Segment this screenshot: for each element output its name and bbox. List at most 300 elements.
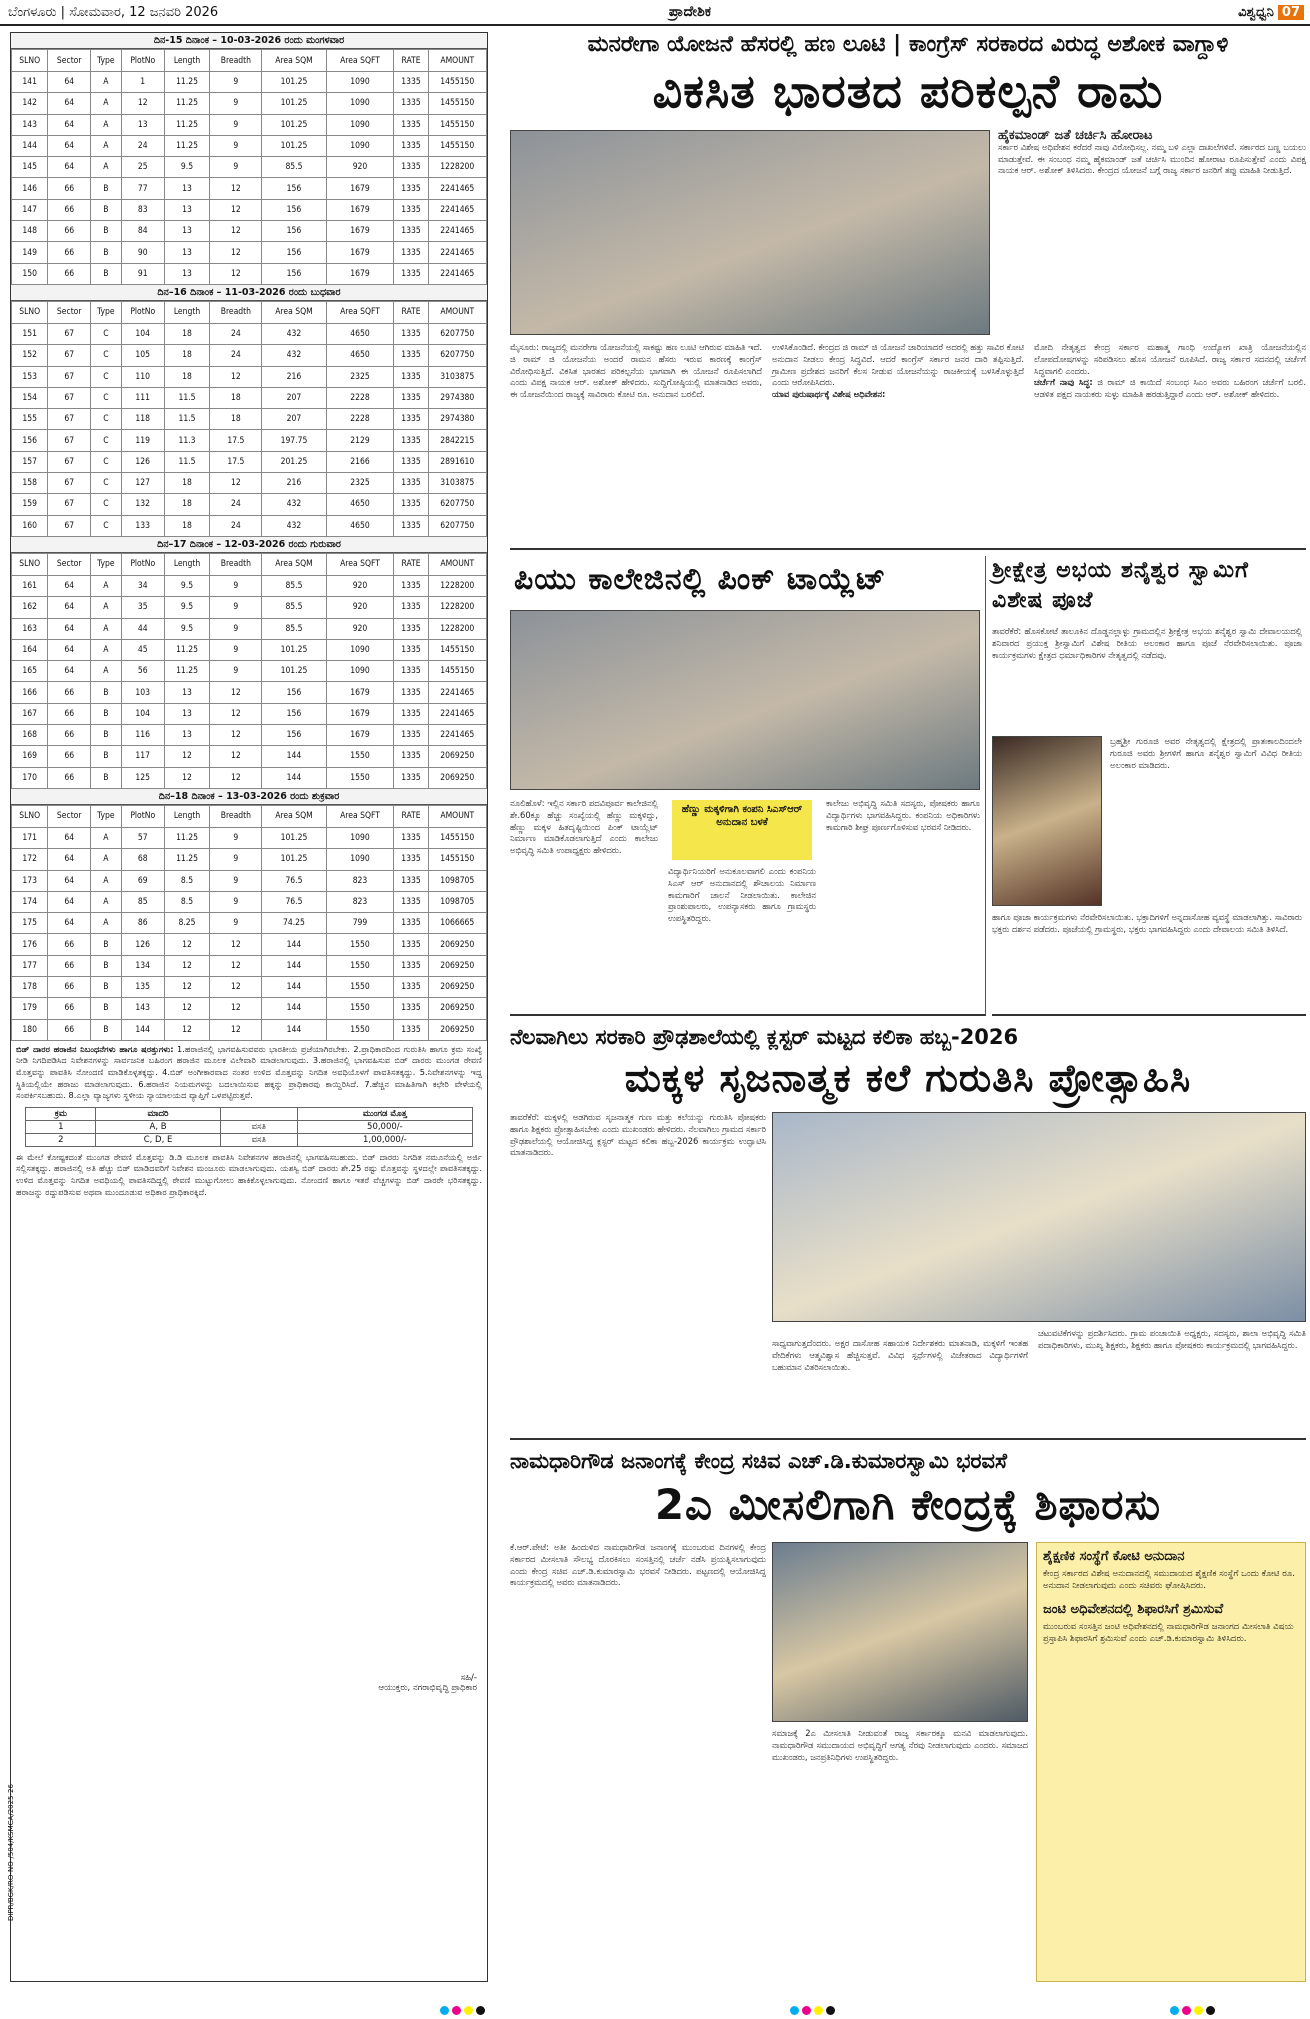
article-reservation — [510, 1446, 1306, 1986]
table-cell: 2325 — [326, 366, 394, 387]
table-cell: 8.5 — [164, 870, 210, 891]
table-cell: A — [91, 93, 122, 114]
registration-marks — [440, 2006, 485, 2015]
table-cell: 1335 — [394, 870, 428, 891]
table-cell: 110 — [121, 366, 164, 387]
table-cell: A — [91, 72, 122, 93]
table-header-cell: SLNO — [12, 50, 48, 72]
table-cell: 85.5 — [262, 618, 326, 639]
table-cell: 823 — [326, 891, 394, 912]
table-cell: 13 — [164, 263, 210, 284]
table-cell: 13 — [164, 221, 210, 242]
table-cell: 1335 — [394, 263, 428, 284]
table-cell: A — [91, 639, 122, 660]
table-cell: 64 — [48, 870, 91, 891]
table-row — [12, 473, 487, 494]
table-cell: C — [91, 366, 122, 387]
students-photo — [772, 1112, 1306, 1322]
table-cell: 9.5 — [164, 575, 210, 596]
table-cell: 1335 — [394, 242, 428, 263]
table-cell: A — [91, 870, 122, 891]
masthead-dateline: ಬೆಂಗಳೂರು | ಸೋಮವಾರ, 12 ಜನವರಿ 2026 — [8, 4, 219, 20]
table-cell: 153 — [12, 366, 48, 387]
table-cell: 1 — [121, 72, 164, 93]
table-cell: 144 — [262, 955, 326, 976]
table-cell: 101.25 — [262, 93, 326, 114]
table-cell: 12 — [164, 934, 210, 955]
table-cell: 1090 — [326, 114, 394, 135]
table-cell: 2241465 — [428, 242, 486, 263]
table-cell: 146 — [12, 178, 48, 199]
table-cell: 66 — [48, 242, 91, 263]
table-header-cell: Type — [91, 50, 122, 72]
table-cell: 125 — [121, 767, 164, 788]
table-cell: 144 — [12, 135, 48, 156]
table-cell: 25 — [121, 157, 164, 178]
table-header-cell: PlotNo — [121, 301, 164, 323]
table-cell: C — [91, 323, 122, 344]
article-shani-pooja — [992, 556, 1306, 1016]
table-cell: 9 — [210, 827, 262, 848]
table-cell: 1335 — [394, 157, 428, 178]
table-cell: 2069250 — [428, 767, 486, 788]
table-cell: 66 — [48, 178, 91, 199]
table-cell: 1335 — [394, 135, 428, 156]
table-cell: 2241465 — [428, 263, 486, 284]
table-header-cell: Area SQM — [262, 50, 326, 72]
signature: ಸಹಿ/- ಆಯುಕ್ತರು, ನಗರಾಭಿವೃದ್ಧಿ ಪ್ರಾಧಿಕಾರ — [378, 1672, 477, 1693]
table-cell: 156 — [262, 178, 326, 199]
table-header-cell: Sector — [48, 805, 91, 827]
table-cell: 9 — [210, 618, 262, 639]
table-cell: 85.5 — [262, 157, 326, 178]
table-cell: 1679 — [326, 178, 394, 199]
table-header-cell: SLNO — [12, 805, 48, 827]
table-cell: 142 — [12, 93, 48, 114]
table-cell: 1335 — [394, 934, 428, 955]
deposit-cell: 1 — [26, 1120, 96, 1133]
table-cell: 101.25 — [262, 661, 326, 682]
table-cell: C — [91, 409, 122, 430]
table-cell: 143 — [121, 998, 164, 1019]
table-cell: 2241465 — [428, 682, 486, 703]
table-cell: 117 — [121, 746, 164, 767]
table-cell: 1335 — [394, 913, 428, 934]
table-cell: 1335 — [394, 409, 428, 430]
notice-text: 1.ಹರಾಜಿನಲ್ಲಿ ಭಾಗವಹಿಸುವವರು ಭಾರತೀಯ ಪ್ರಜೆಯಾಗಿರಬೇಕು. 2.ಪ್ರಾಧಿಕಾರದಿಂದ ಗುರುತಿಸಿ ಹಾಗೂ ಕ್ರಮ ಸಂಖ್ಯೆ ನೀಡಿ ನಿಗದಿಪಡಿಸಿದ ನಿವೇಶನಗಳನ್ನು ಸಾರ್ವಜನಿಕ ಬಹಿರಂಗ ಹರಾಜಿನ ಮೂಲಕ ವಿಲೇವಾರಿ ಮಾಡಲಾಗುವುದು. 3.ಹರಾಜಿನಲ್ಲಿ ಭಾಗವಹಿಸುವ ಬಿಡ್ ದಾರರು ಮುಂಗಡ ಠೇವಣಿ ಮೊತ್ತವನ್ನು ಪಾವತಿಸಿ ನೋಂದಣಿ ಮಾಡಿಕೊಳ್ಳತಕ್ಕದ್ದು. 4.ಬಿಡ್ ಅಂಗೀಕಾರವಾದ ನಂತರ ಉಳಿದ ಮೊತ್ತವನ್ನು ನಿಗದಿತ ಅವಧಿಯೊಳಗೆ ಪಾವತಿಸತಕ್ಕದ್ದು. 5.ನಿವೇಶನಗಳನ್ನು ಇದ್ದ ಸ್ಥಿತಿಯಲ್ಲಿಯೇ ಹರಾಜು ಮಾಡಲಾಗುವುದು. 6.ಹರಾಜಿನ ನಿಯಮಗಳನ್ನು ಬದಲಾಯಿಸುವ ಹಕ್ಕನ್ನು ಪ್ರಾಧಿಕಾರವು ಕಾಯ್ದಿರಿಸಿದೆ. 7.ಹೆಚ್ಚಿನ ಮಾಹಿತಿಗಾಗಿ ಕಛೇರಿ ವೇಳೆಯಲ್ಲಿ ಸಂಪರ್ಕಿಸಬಹುದು. 8.ಎಲ್ಲಾ ವ್ಯಾಜ್ಯಗಳು ಸ್ಥಳೀಯ ನ್ಯಾಯಾಲಯದ ವ್ಯಾಪ್ತಿಗೆ ಒಳಪಟ್ಟಿರುತ್ತವೆ. — [16, 1043, 483, 1101]
table-cell: 920 — [326, 618, 394, 639]
table-cell: 12 — [210, 221, 262, 242]
table-cell: 12 — [210, 976, 262, 997]
table-cell: 432 — [262, 494, 326, 515]
auction-notice — [7, 32, 488, 1982]
table-cell: 11.3 — [164, 430, 210, 451]
table-header-cell: RATE — [394, 50, 428, 72]
table-header-cell: Type — [91, 553, 122, 575]
table-cell: 156 — [262, 199, 326, 220]
table-cell: A — [91, 891, 122, 912]
table-cell: 162 — [12, 597, 48, 618]
table-cell: 17.5 — [210, 430, 262, 451]
deposit-header: ಮಾದರಿ — [96, 1107, 220, 1120]
table-header-cell: Area SQFT — [326, 301, 394, 323]
table-cell: 1455150 — [428, 639, 486, 660]
table-cell: 2241465 — [428, 178, 486, 199]
table-cell: 11.25 — [164, 661, 210, 682]
table-cell: 11.5 — [164, 409, 210, 430]
table-cell: 64 — [48, 93, 91, 114]
table-cell: 8.5 — [164, 891, 210, 912]
table-cell: 1335 — [394, 767, 428, 788]
table-row — [12, 323, 487, 344]
table-header-cell: Sector — [48, 301, 91, 323]
table-cell: 2069250 — [428, 998, 486, 1019]
table-cell: 74.25 — [262, 913, 326, 934]
table-cell: 2069250 — [428, 934, 486, 955]
table-cell: 64 — [48, 72, 91, 93]
table-cell: 67 — [48, 451, 91, 472]
deposit-table — [25, 1107, 472, 1147]
table-row — [12, 682, 487, 703]
box-subhead: ಶೈಕ್ಷಣಿಕ ಸಂಸ್ಥೆಗೆ ಕೋಟಿ ಅನುದಾನ — [1043, 1549, 1185, 1564]
table-cell: 64 — [48, 597, 91, 618]
table-cell: 166 — [12, 682, 48, 703]
table-cell: 1455150 — [428, 135, 486, 156]
table-cell: 64 — [48, 639, 91, 660]
table-cell: 2241465 — [428, 703, 486, 724]
table-cell: 799 — [326, 913, 394, 934]
table-row — [12, 575, 487, 596]
table-cell: 12 — [164, 767, 210, 788]
table-cell: 11.25 — [164, 827, 210, 848]
table-cell: C — [91, 345, 122, 366]
table-cell: 1228200 — [428, 618, 486, 639]
table-cell: 2228 — [326, 387, 394, 408]
table-cell: 144 — [262, 976, 326, 997]
table-cell: 144 — [121, 1019, 164, 1040]
table-cell: 17.5 — [210, 451, 262, 472]
table-row — [12, 494, 487, 515]
table-cell: 2241465 — [428, 725, 486, 746]
table-cell: 2069250 — [428, 976, 486, 997]
table-cell: 174 — [12, 891, 48, 912]
table-cell: 1679 — [326, 263, 394, 284]
table-cell: 77 — [121, 178, 164, 199]
table-cell: 1090 — [326, 849, 394, 870]
article-subhead: ಯಾವ ಪುರುಷಾರ್ಥಕ್ಕೆ ವಿಶೇಷ ಅಧಿವೇಶನ: — [772, 389, 886, 400]
notice-text-2: ಈ ಮೇಲೆ ಕೋಷ್ಟಕದಂತೆ ಮುಂಗಡ ಠೇವಣಿ ಮೊತ್ತವನ್ನು ಡಿ.ಡಿ ಮೂಲಕ ಪಾವತಿಸಿ ನಿವೇಶನಗಳ ಹರಾಜಿನಲ್ಲಿ ಭಾಗವಹಿಸಬಹುದು. ಬಿಡ್ ದಾರರು ನಿಗದಿತ ನಮೂನೆಯಲ್ಲಿ ಅರ್ಜಿ ಸಲ್ಲಿಸತಕ್ಕದ್ದು. ಹರಾಜಿನಲ್ಲಿ ಅತಿ ಹೆಚ್ಚು ಬಿಡ್ ಮಾಡಿದವರಿಗೆ ನಿವೇಶನ ಮಂಜೂರು ಮಾಡಲಾಗುವುದು. ಯಶಸ್ವಿ ಬಿಡ್ ದಾರರು ಶೇ.25 ರಷ್ಟು ಮೊತ್ತವನ್ನು ಸ್ಥಳದಲ್ಲೇ ಪಾವತಿಸತಕ್ಕದ್ದು. ಉಳಿದ ಮೊತ್ತವನ್ನು ನಿಗದಿತ ಅವಧಿಯಲ್ಲಿ ಪಾವತಿಸದಿದ್ದಲ್ಲಿ ಠೇವಣಿ ಮುಟ್ಟುಗೋಲು ಹಾಕಿಕೊಳ್ಳಲಾಗುವುದು. ನೋಂದಣಿ ಹಾಗೂ ಇತರೆ ವೆಚ್ಚಗಳನ್ನು ಬಿಡ್ ದಾರರೇ ಭರಿಸತಕ್ಕದ್ದು. ಹರಾಜನ್ನು ರದ್ದುಪಡಿಸುವ ಅಥವಾ ಮುಂದೂಡುವ ಅಧಿಕಾರ ಪ್ರಾಧಿಕಾರಕ್ಕಿದೆ. — [16, 1151, 482, 1197]
table-cell: 101.25 — [262, 639, 326, 660]
notice-heading: ಬಿಡ್ ದಾರರ ಹರಾಜಿನ ನಿಬಂಧನೆಗಳು ಹಾಗೂ ಷರತ್ತುಗಳು: — [16, 1043, 174, 1054]
table-cell: 207 — [262, 409, 326, 430]
table-cell: B — [91, 767, 122, 788]
table-cell: B — [91, 934, 122, 955]
table-cell: 1335 — [394, 72, 428, 93]
table-cell: 6207750 — [428, 494, 486, 515]
table-cell: 64 — [48, 575, 91, 596]
deposit-header: ಕ್ರಮ — [26, 1107, 96, 1120]
table-cell: 83 — [121, 199, 164, 220]
article-column-3: ಚಟುವಟಿಕೆಗಳನ್ನು ಪ್ರದರ್ಶಿಸಿದರು. ಗ್ರಾಮ ಪಂಚಾಯಿತಿ ಅಧ್ಯಕ್ಷರು, ಸದಸ್ಯರು, ಶಾಲಾ ಅಭಿವೃದ್ಧಿ ಸಮಿತಿ ಪದಾಧಿಕಾರಿಗಳು, ಮುಖ್ಯ ಶಿಕ್ಷಕರು, ಶಿಕ್ಷಕರು ಹಾಗೂ ಪೋಷಕರು ಕಾರ್ಯಕ್ರಮದಲ್ಲಿ ಭಾಗವಹಿಸಿದ್ದರು. — [1038, 1328, 1306, 1350]
table-cell: 104 — [121, 323, 164, 344]
table-cell: 66 — [48, 682, 91, 703]
article-headline: ಶ್ರೀಕ್ಷೇತ್ರ ಅಭಯ ಶನೈಶ್ವರ ಸ್ವಾಮಿಗೆ ವಿಶೇಷ ಪೂಜೆ — [992, 558, 1249, 613]
table-cell: 1090 — [326, 639, 394, 660]
table-cell: 12 — [210, 242, 262, 263]
table-header-cell: RATE — [394, 301, 428, 323]
table-cell: 18 — [164, 473, 210, 494]
table-cell: 201.25 — [262, 451, 326, 472]
deposit-cell: 50,000/- — [298, 1120, 473, 1133]
table-cell: 1335 — [394, 114, 428, 135]
table-cell: 11.25 — [164, 93, 210, 114]
table-cell: 172 — [12, 849, 48, 870]
table-cell: 24 — [210, 323, 262, 344]
table-cell: 144 — [262, 746, 326, 767]
table-cell: 2241465 — [428, 199, 486, 220]
table-header-cell: Length — [164, 553, 210, 575]
table-row — [12, 263, 487, 284]
article-headline: ಮಕ್ಕಳ ಸೃಜನಾತ್ಮಕ ಕಲೆ ಗುರುತಿಸಿ ಪ್ರೋತ್ಸಾಹಿಸಿ — [624, 1056, 1192, 1100]
table-row — [12, 178, 487, 199]
table-cell: C — [91, 430, 122, 451]
table-cell: 163 — [12, 618, 48, 639]
table-row — [12, 515, 487, 536]
table-cell: B — [91, 703, 122, 724]
article-headline: ವಿಕಸಿತ ಭಾರತದ ಪರಿಕಲ್ಪನೆ ರಾಮ — [652, 64, 1164, 118]
table-cell: 1066665 — [428, 913, 486, 934]
table-cell: 178 — [12, 976, 48, 997]
table-cell: 67 — [48, 409, 91, 430]
plot-table — [11, 49, 487, 285]
article-kicker: ಮನರೇಗಾ ಯೋಜನೆ ಹೆಸರಲ್ಲಿ ಹಣ ಲೂಟಿ | ಕಾಂಗ್ರೆಸ್ ಸರಕಾರದ ವಿರುದ್ಧ ಅಶೋಕ ವಾಗ್ದಾಳಿ — [587, 32, 1229, 57]
table-cell: 1335 — [394, 682, 428, 703]
table-cell: 2228 — [326, 409, 394, 430]
table-cell: 9.5 — [164, 597, 210, 618]
table-cell: 12 — [164, 1019, 210, 1040]
table-row — [12, 976, 487, 997]
table-cell: 1335 — [394, 955, 428, 976]
table-header-cell: Area SQFT — [326, 553, 394, 575]
table-cell: 1335 — [394, 976, 428, 997]
table-cell: B — [91, 955, 122, 976]
table-cell: 12 — [210, 1019, 262, 1040]
table-cell: 147 — [12, 199, 48, 220]
article-kalika-habba — [510, 1022, 1306, 1440]
table-cell: 12 — [164, 976, 210, 997]
table-cell: 1455150 — [428, 827, 486, 848]
table-cell: 4650 — [326, 323, 394, 344]
table-cell: 66 — [48, 1019, 91, 1040]
table-cell: 85.5 — [262, 597, 326, 618]
table-cell: 11.5 — [164, 451, 210, 472]
table-cell: B — [91, 199, 122, 220]
table-cell: 2166 — [326, 451, 394, 472]
table-cell: 86 — [121, 913, 164, 934]
plot-table — [11, 805, 487, 1041]
table-cell: 101.25 — [262, 827, 326, 848]
table-header-cell: Type — [91, 805, 122, 827]
table-row — [12, 767, 487, 788]
article-column-1: ಮೈಸೂರು: ರಾಜ್ಯದಲ್ಲಿ ಮನರೇಗಾ ಯೋಜನೆಯಲ್ಲಿ ಸಾಕಷ್ಟು ಹಣ ಲೂಟಿ ಆಗಿರುವ ಮಾಹಿತಿ ಇದೆ. ಜಿ ರಾಮ್ ಜಿ ಯೋಜನೆಯ ಅಂದರೆ ರಾಮನ ಹೆಸರು ಇರುವ ಕಾರಣಕ್ಕೆ ಕಾಂಗ್ರೆಸ್ ವಿರೋಧಿಸುತ್ತಿದೆ. ವಿಕಸಿತ ಭಾರತದ ಪರಿಕಲ್ಪನೆಯ ಭಾಗವಾಗಿ ಈ ಯೋಜನೆ ರೂಪಿಸಲಾಗಿದೆ ಎಂದು ವಿಪಕ್ಷ ನಾಯಕ ಆರ್. ಅಶೋಕ್ ಹೇಳಿದರು. ಸುದ್ದಿಗೋಷ್ಠಿಯಲ್ಲಿ ಮಾತನಾಡಿದ ಅವರು, ಈ ಯೋಜನೆಯಿಂದ ರಾಜ್ಯಕ್ಕೆ ಸಾವಿರಾರು ಕೋಟಿ ರೂ. ಅನುದಾನ ಬರಲಿದೆ. — [510, 342, 762, 400]
table-cell: 13 — [164, 682, 210, 703]
table-cell: 66 — [48, 221, 91, 242]
table-cell: 67 — [48, 366, 91, 387]
table-cell: 1335 — [394, 661, 428, 682]
table-cell: 207 — [262, 387, 326, 408]
table-header-cell: Type — [91, 301, 122, 323]
table-cell: A — [91, 114, 122, 135]
table-cell: 67 — [48, 323, 91, 344]
table-cell: 11.5 — [164, 387, 210, 408]
college-photo — [510, 610, 980, 790]
table-cell: 101.25 — [262, 849, 326, 870]
registration-marks — [790, 2006, 835, 2015]
table-cell: 56 — [121, 661, 164, 682]
table-cell: A — [91, 618, 122, 639]
table-cell: B — [91, 746, 122, 767]
table-cell: 13 — [164, 703, 210, 724]
table-cell: 84 — [121, 221, 164, 242]
table-header-cell: AMOUNT — [428, 50, 486, 72]
table-cell: 67 — [48, 430, 91, 451]
plot-tables — [11, 33, 487, 1041]
table-cell: 66 — [48, 199, 91, 220]
table-cell: 118 — [121, 409, 164, 430]
table-cell: 111 — [121, 387, 164, 408]
table-cell: 1455150 — [428, 93, 486, 114]
table-cell: 66 — [48, 934, 91, 955]
table-cell: 6207750 — [428, 345, 486, 366]
table-cell: 9 — [210, 661, 262, 682]
plot-table — [11, 301, 487, 537]
table-cell: 143 — [12, 114, 48, 135]
table-cell: 2129 — [326, 430, 394, 451]
table-cell: 2974380 — [428, 387, 486, 408]
table-cell: 1335 — [394, 366, 428, 387]
table-cell: 11.25 — [164, 135, 210, 156]
table-cell: 64 — [48, 661, 91, 682]
table-cell: 9 — [210, 891, 262, 912]
table-header-cell: AMOUNT — [428, 553, 486, 575]
table-cell: 1090 — [326, 661, 394, 682]
deposit-cell: ವಸತಿ — [220, 1120, 297, 1133]
table-cell: 168 — [12, 725, 48, 746]
table-cell: 24 — [210, 515, 262, 536]
deposit-header — [220, 1107, 297, 1120]
deposit-cell: C, D, E — [96, 1133, 220, 1146]
table-row — [12, 891, 487, 912]
article-column-1: ಕೆ.ಆರ್.ಪೇಟೆ: ಅತೀ ಹಿಂದುಳಿದ ನಾಮಧಾರಿಗೌಡ ಜನಾಂಗಕ್ಕೆ ಮುಂಬರುವ ದಿನಗಳಲ್ಲಿ ಕೇಂದ್ರ ಸರ್ಕಾರದ ಮೀಸಲಾತಿ ಸೌಲಭ್ಯ ದೊರಕಿಸಲು ಸಂಸತ್ತಿನಲ್ಲಿ ಚರ್ಚೆ ನಡೆಸಿ ಪ್ರಯತ್ನಿಸಲಾಗುವುದು ಎಂದು ಕೇಂದ್ರ ಸಚಿವ ಎಚ್.ಡಿ.ಕುಮಾರಸ್ವಾಮಿ ಭರವಸೆ ನೀಡಿದರು. ಪಟ್ಟಣದಲ್ಲಿ ಆಯೋಜಿಸಿದ್ದ ಕಾರ್ಯಕ್ರಮದಲ್ಲಿ ಅವರು ಮಾತನಾಡಿದರು. — [510, 1542, 766, 1588]
article-text: ಸರ್ಕಾರ ವಿಶೇಷ ಅಧಿವೇಶನ ಕರೆದರೆ ನಾವು ವಿರೋಧಿಸಲ್ಲ. ನಮ್ಮ ಬಳಿ ಎಲ್ಲಾ ದಾಖಲೆಗಳಿವೆ. ಸರ್ಕಾರದ ಬಣ್ಣ ಬಯಲು ಮಾಡುತ್ತೇವೆ. ಈ ಸಂಬಂಧ ನಮ್ಮ ಹೈಕಮಾಂಡ್ ಜತೆ ಚರ್ಚಿಸಿ ಮುಂದಿನ ಹೋರಾಟ ರೂಪಿಸುತ್ತೇವೆ ಎಂದು ವಿಪಕ್ಷ ನಾಯಕ ಆರ್. ಅಶೋಕ್ ತಿಳಿಸಿದರು. ಕೇಂದ್ರದ ಯೋಜನೆ ಬಗ್ಗೆ ರಾಜ್ಯ ಸರ್ಕಾರ ಜನರಿಗೆ ತಪ್ಪು ಮಾಹಿತಿ ನೀಡುತ್ತಿದೆ. — [998, 141, 1306, 176]
table-cell: 133 — [121, 515, 164, 536]
table-cell: 67 — [48, 515, 91, 536]
deposit-cell: 2 — [26, 1133, 96, 1146]
table-header-cell: Breadth — [210, 805, 262, 827]
table-cell: 144 — [262, 934, 326, 955]
table-cell: 1335 — [394, 221, 428, 242]
table-row — [12, 913, 487, 934]
table-cell: 24 — [210, 494, 262, 515]
table-cell: 11.25 — [164, 639, 210, 660]
table-cell: 1679 — [326, 221, 394, 242]
table-cell: 216 — [262, 366, 326, 387]
plot-table — [11, 553, 487, 789]
table-cell: A — [91, 597, 122, 618]
table-cell: 12 — [210, 263, 262, 284]
article-column-2: ವಿದ್ಯಾರ್ಥಿನಿಯರಿಗೆ ಅನುಕೂಲವಾಗಲಿ ಎಂದು ಕಂಪನಿಯ ಸಿಎಸ್ ಆರ್ ಅನುದಾನದಲ್ಲಿ ಶೌಚಾಲಯ ನಿರ್ಮಾಣ ಕಾಮಗಾರಿಗೆ ಚಾಲನೆ ನೀಡಲಾಯಿತು. ಕಾಲೇಜಿನ ಪ್ರಾಂಶುಪಾಲರು, ಉಪನ್ಯಾಸಕರು ಹಾಗೂ ಗ್ರಾಮಸ್ಥರು ಉಪಸ್ಥಿತರಿದ್ದರು. — [668, 866, 816, 924]
article-column-1: ನೂಲಿಹೊಳೆ: ಇಲ್ಲಿನ ಸರ್ಕಾರಿ ಪದವಿಪೂರ್ವ ಕಾಲೇಜಿನಲ್ಲಿ ಶೇ.60ಕ್ಕೂ ಹೆಚ್ಚು ಸಂಖ್ಯೆಯಲ್ಲಿ ಹೆಣ್ಣು ಮಕ್ಕಳಿದ್ದು, ಹೆಣ್ಣು ಮಕ್ಕಳ ಹಿತದೃಷ್ಟಿಯಿಂದ ಪಿಂಕ್ ಟಾಯ್ಲೆಟ್ ನಿರ್ಮಾಣ ಮಾಡಿಕೊಡಲಾಗುತ್ತಿದೆ ಎಂದು ಕಾಲೇಜು ಅಭಿವೃದ್ಧಿ ಸಮಿತಿ ಉಪಾಧ್ಯಕ್ಷರು ಹೇಳಿದರು. — [510, 798, 658, 856]
table-cell: B — [91, 682, 122, 703]
box-text: ಮುಂಬರುವ ಸಂಸತ್ತಿನ ಜಂಟಿ ಅಧಿವೇಶನದಲ್ಲಿ ನಾಮಧಾರಿಗೌಡ ಜನಾಂಗದ ಮೀಸಲಾತಿ ವಿಷಯ ಪ್ರಸ್ತಾಪಿಸಿ ಶಿಫಾರಸಿಗೆ ಶ್ರಮಿಸುವೆ ಎಂದು ಎಚ್.ಡಿ.ಕುಮಾರಸ್ವಾಮಿ ತಿಳಿಸಿದರು. — [1043, 1622, 1294, 1644]
page-number: 07 — [1278, 5, 1304, 20]
table-cell: 12 — [164, 955, 210, 976]
table-cell: 152 — [12, 345, 48, 366]
table-row — [12, 725, 487, 746]
table-cell: 66 — [48, 746, 91, 767]
table-cell: 9 — [210, 157, 262, 178]
table-cell: 1679 — [326, 725, 394, 746]
table-cell: 35 — [121, 597, 164, 618]
article-subhead: ಹೈಕಮಾಂಡ್ ಜತೆ ಚರ್ಚಿಸಿ ಹೋರಾಟ — [998, 128, 1153, 143]
table-cell: 9 — [210, 114, 262, 135]
table-cell: 1335 — [394, 618, 428, 639]
table-cell: 12 — [210, 746, 262, 767]
dipr-code: DIPR/BGK/RO-NO-/504/KSMCA/2025-26 — [7, 1784, 15, 1921]
box-subhead: ಜಂಟಿ ಅಧಿವೇಶನದಲ್ಲಿ ಶಿಫಾರಸಿಗೆ ಶ್ರಮಿಸುವೆ — [1043, 1602, 1224, 1617]
table-cell: 144 — [262, 767, 326, 788]
table-cell: 12 — [121, 93, 164, 114]
table-row — [12, 1019, 487, 1040]
table-cell: 1679 — [326, 703, 394, 724]
table-cell: 12 — [210, 767, 262, 788]
table-header-cell: RATE — [394, 553, 428, 575]
table-header-cell: PlotNo — [121, 805, 164, 827]
table-cell: 103 — [121, 682, 164, 703]
table-cell: 1090 — [326, 135, 394, 156]
table-cell: A — [91, 827, 122, 848]
table-cell: 9 — [210, 135, 262, 156]
deposit-header: ಮುಂಗಡ ಮೊತ್ತ — [298, 1107, 473, 1120]
table-cell: 1335 — [394, 451, 428, 472]
box-text: ಕೇಂದ್ರ ಸರ್ಕಾರದ ವಿಶೇಷ ಅನುದಾನದಲ್ಲಿ ಸಮುದಾಯದ ಶೈಕ್ಷಣಿಕ ಸಂಸ್ಥೆಗೆ ಒಂದು ಕೋಟಿ ರೂ. ಅನುದಾನ ನೀಡಲಾಗುವುದು ಎಂದು ಸಚಿವರು ಘೋಷಿಸಿದರು. — [1043, 1569, 1295, 1591]
table-cell: 156 — [262, 682, 326, 703]
table-cell: 18 — [210, 409, 262, 430]
table-cell: 66 — [48, 725, 91, 746]
table-cell: 18 — [210, 387, 262, 408]
table-cell: 151 — [12, 323, 48, 344]
paper-name: ವಿಶ್ವಧ್ವನಿ 07 — [890, 5, 1310, 20]
table-cell: 823 — [326, 870, 394, 891]
table-cell: 164 — [12, 639, 48, 660]
table-cell: 64 — [48, 849, 91, 870]
table-cell: 1335 — [394, 387, 428, 408]
table-cell: 169 — [12, 746, 48, 767]
table-cell: 18 — [164, 323, 210, 344]
sidebar-box — [1036, 1542, 1306, 1982]
table-header-cell: AMOUNT — [428, 301, 486, 323]
table-cell: 4650 — [326, 515, 394, 536]
table-header-cell: Length — [164, 50, 210, 72]
table-cell: 66 — [48, 998, 91, 1019]
table-cell: 1550 — [326, 934, 394, 955]
table-cell: 9.5 — [164, 157, 210, 178]
deity-photo — [992, 736, 1102, 906]
table-cell: 1335 — [394, 703, 428, 724]
table-cell: A — [91, 135, 122, 156]
table-cell: 69 — [121, 870, 164, 891]
table-cell: 144 — [262, 998, 326, 1019]
